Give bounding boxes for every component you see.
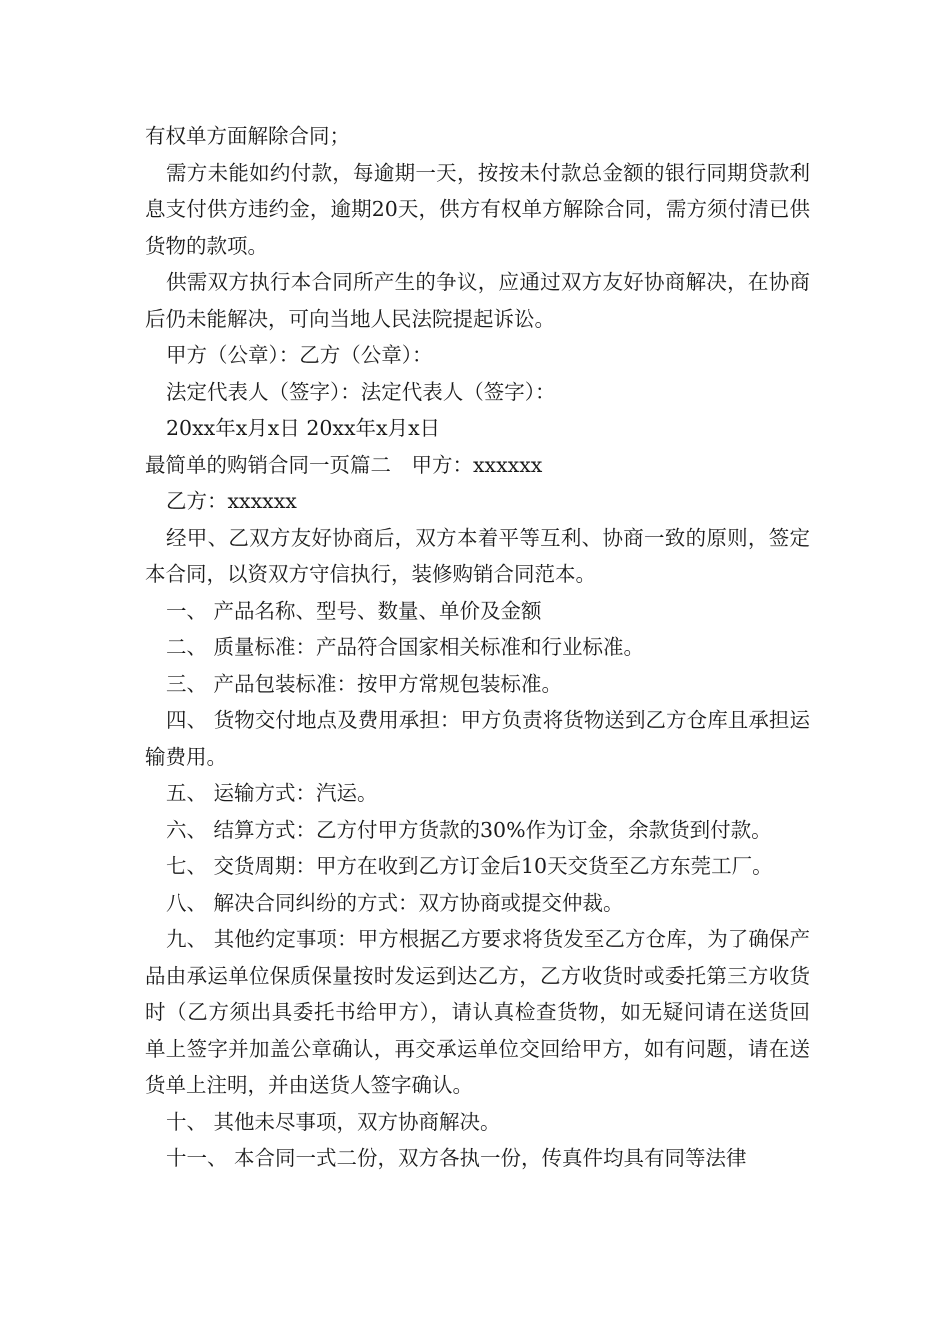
- clause-5: 五、 运输方式：汽运。: [166, 781, 378, 805]
- clause-6: 六、 结算方式：乙方付甲方货款的30%作为订金，余款货到付款。: [166, 817, 772, 842]
- representative-signature-line: 法定代表人（签字）：法定代表人（签字）：: [166, 379, 556, 404]
- clause-3: 三、 产品包装标准：按甲方常规包装标准。: [166, 671, 563, 696]
- document-body: [145, 118, 810, 1177]
- clause-4: 四、 货物交付地点及费用承担：甲方负责将货物送到乙方仓库且承担运输费用。: [145, 708, 810, 769]
- clause-11: 十一、 本合同一式二份，双方各执一份，传真件均具有同等法律: [166, 1146, 747, 1170]
- section-heading: 最简单的购销合同一页篇二 甲方：xxxxxx: [145, 452, 543, 477]
- paragraph-intro: 经甲、乙双方友好协商后，双方本着平等互利、协商一致的原则，签定本合同，以资双方守信执行，装修购销合同范本。: [145, 525, 810, 586]
- date-line: 20xx年x月x日 20xx年x月x日: [166, 416, 441, 440]
- clause-7: 七、 交货周期：甲方在收到乙方订金后10天交货至乙方东莞工厂。: [166, 854, 773, 878]
- clause-8: 八、 解决合同纠纷的方式：双方协商或提交仲裁。: [166, 890, 624, 915]
- paragraph-1: 有权单方面解除合同；: [145, 124, 350, 148]
- clause-10: 十、 其他未尽事项，双方协商解决。: [166, 1109, 501, 1134]
- party-seal-line: 甲方（公章）：乙方（公章）：: [166, 343, 433, 367]
- clause-2: 二、 质量标准：产品符合国家相关标准和行业标准。: [166, 635, 645, 659]
- paragraph-2: 需方未能如约付款，每逾期一天，按按未付款总金额的银行同期贷款利息支付供方违约金，逾期20天，供方有权单方解除合同，需方须付清已供货物的款项。: [145, 160, 810, 258]
- clause-1: 一、 产品名称、型号、数量、单价及金额: [166, 598, 542, 623]
- party-b-line: 乙方：xxxxxx: [166, 489, 297, 513]
- clause-9: 九、 其他约定事项：甲方根据乙方要求将货发至乙方仓库，为了确保产品由承运单位保质保量按时发运到达乙方，乙方收货时或委托第三方收货时（乙方须出具委托书给甲方），请认真检查货物，如无疑问请在送货回单上签字并加盖公章确认，再交承运单位交回给甲方，如有问题，请在送货单上注明，并由送货人签字确认。: [145, 927, 810, 1097]
- paragraph-3: 供需双方执行本合同所产生的争议，应通过双方友好协商解决，在协商后仍未能解决，可向当地人民法院提起诉讼。: [145, 270, 810, 331]
